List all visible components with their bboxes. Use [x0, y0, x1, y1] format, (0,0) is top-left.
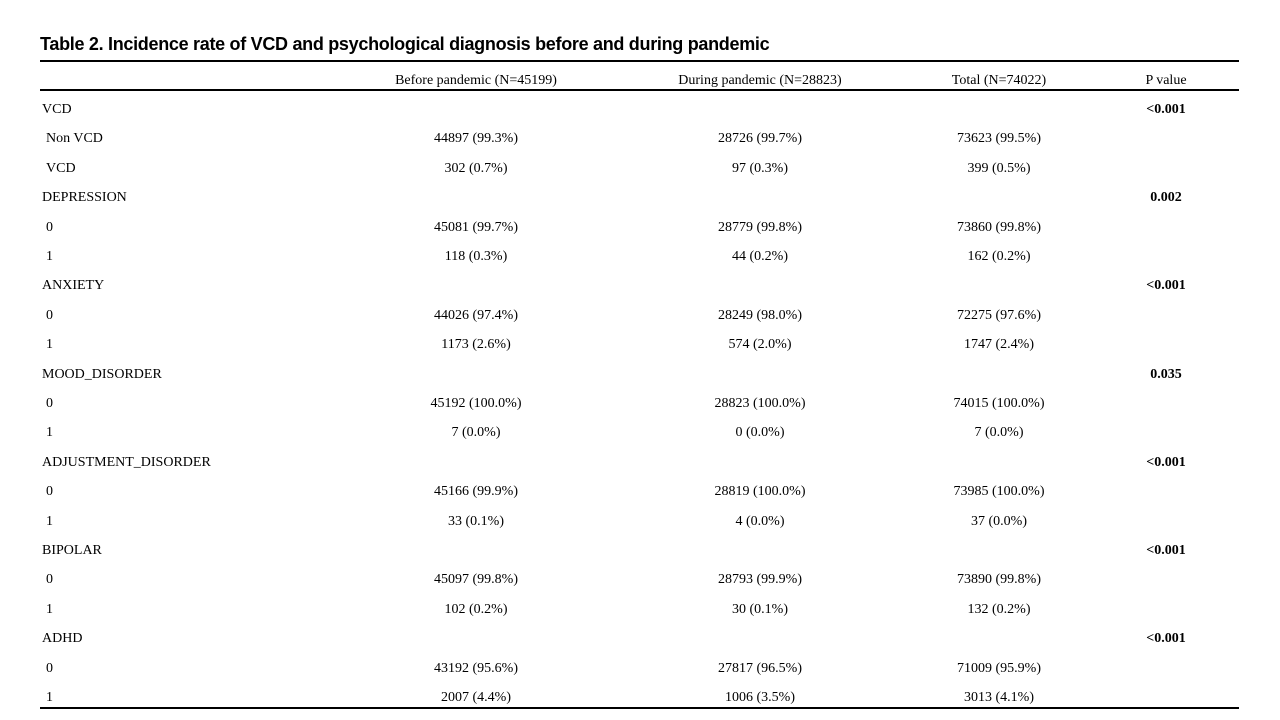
table-group-row — [40, 276, 1239, 296]
cell-total-value: 132 (0.2%) — [967, 602, 1031, 617]
cell-row-label: VCD — [42, 102, 72, 117]
cell-before-pandemic-value: 45081 (99.7%) — [434, 220, 518, 235]
cell-row-label: 0 — [46, 396, 53, 411]
table-row — [40, 394, 1239, 414]
cell-during-pandemic-value: 28249 (98.0%) — [718, 308, 802, 323]
cell-during-pandemic-value: 30 (0.1%) — [732, 602, 788, 617]
cell-before-pandemic-value: 1173 (2.6%) — [441, 337, 511, 352]
table-row — [40, 512, 1239, 532]
cell-p-value: 0.002 — [1150, 190, 1182, 205]
table-row — [40, 570, 1239, 590]
table-row — [40, 482, 1239, 502]
cell-total-value: 71009 (95.9%) — [957, 661, 1041, 676]
cell-during-pandemic-value: 574 (2.0%) — [728, 337, 792, 352]
cell-during-pandemic-value: 4 (0.0%) — [735, 514, 785, 529]
cell-p-value: 0.035 — [1150, 367, 1182, 382]
cell-total-value: 3013 (4.1%) — [964, 690, 1034, 705]
cell-row-label: 0 — [46, 484, 53, 499]
table-row — [40, 218, 1239, 238]
cell-row-label: 0 — [46, 661, 53, 676]
cell-total-value: 73890 (99.8%) — [957, 572, 1041, 587]
table-row — [40, 688, 1239, 708]
cell-row-label: 1 — [46, 514, 53, 529]
cell-row-label: 1 — [46, 249, 53, 264]
cell-p-value: <0.001 — [1146, 278, 1186, 293]
header-cell-p-value: P value — [1145, 73, 1187, 88]
cell-before-pandemic-value: 43192 (95.6%) — [434, 661, 518, 676]
cell-row-label: ADJUSTMENT_DISORDER — [42, 455, 211, 470]
cell-row-label: BIPOLAR — [42, 543, 102, 558]
cell-p-value: <0.001 — [1146, 631, 1186, 646]
table-group-row — [40, 365, 1239, 385]
table-top-rule — [40, 60, 1239, 62]
cell-during-pandemic-value: 0 (0.0%) — [735, 425, 785, 440]
cell-during-pandemic-value: 44 (0.2%) — [732, 249, 788, 264]
cell-before-pandemic-value: 118 (0.3%) — [444, 249, 508, 264]
cell-during-pandemic-value: 28819 (100.0%) — [714, 484, 806, 499]
cell-before-pandemic-value: 44026 (97.4%) — [434, 308, 518, 323]
table-row — [40, 659, 1239, 679]
cell-before-pandemic-value: 7 (0.0%) — [451, 425, 501, 440]
cell-p-value: <0.001 — [1146, 102, 1186, 117]
header-cell-before-pandemic: Before pandemic (N=45199) — [395, 73, 557, 88]
table-header-rule — [40, 89, 1239, 91]
cell-row-label: 0 — [46, 308, 53, 323]
cell-before-pandemic-value: 44897 (99.3%) — [434, 131, 518, 146]
cell-total-value: 73623 (99.5%) — [957, 131, 1041, 146]
cell-total-value: 1747 (2.4%) — [964, 337, 1034, 352]
cell-total-value: 72275 (97.6%) — [957, 308, 1041, 323]
cell-during-pandemic-value: 1006 (3.5%) — [725, 690, 795, 705]
table-row — [40, 306, 1239, 326]
table-row — [40, 159, 1239, 179]
cell-before-pandemic-value: 102 (0.2%) — [444, 602, 508, 617]
table-group-row — [40, 453, 1239, 473]
cell-total-value: 74015 (100.0%) — [953, 396, 1045, 411]
cell-row-label: 1 — [46, 690, 53, 705]
table-header-row — [40, 71, 1239, 91]
table-group-row — [40, 541, 1239, 561]
cell-row-label: MOOD_DISORDER — [42, 367, 162, 382]
table-title: Table 2. Incidence rate of VCD and psychological diagnosis before and during pandemic — [40, 34, 770, 54]
cell-during-pandemic-value: 97 (0.3%) — [732, 161, 788, 176]
cell-row-label: 1 — [46, 337, 53, 352]
cell-row-label: ANXIETY — [42, 278, 105, 293]
cell-before-pandemic-value: 33 (0.1%) — [448, 514, 504, 529]
cell-row-label: DEPRESSION — [42, 190, 127, 205]
cell-p-value: <0.001 — [1146, 455, 1186, 470]
table-bottom-rule — [40, 707, 1239, 709]
cell-total-value: 73860 (99.8%) — [957, 220, 1041, 235]
cell-total-value: 399 (0.5%) — [967, 161, 1031, 176]
cell-p-value: <0.001 — [1146, 543, 1186, 558]
table-row — [40, 423, 1239, 443]
table-row — [40, 129, 1239, 149]
cell-before-pandemic-value: 2007 (4.4%) — [441, 690, 511, 705]
cell-during-pandemic-value: 28823 (100.0%) — [714, 396, 806, 411]
cell-row-label: 1 — [46, 602, 53, 617]
cell-before-pandemic-value: 45192 (100.0%) — [430, 396, 522, 411]
cell-during-pandemic-value: 28779 (99.8%) — [718, 220, 802, 235]
table-group-row — [40, 629, 1239, 649]
cell-before-pandemic-value: 45097 (99.8%) — [434, 572, 518, 587]
cell-total-value: 7 (0.0%) — [974, 425, 1024, 440]
cell-before-pandemic-value: 45166 (99.9%) — [434, 484, 518, 499]
header-cell-total: Total (N=74022) — [951, 73, 1047, 88]
cell-total-value: 73985 (100.0%) — [953, 484, 1045, 499]
table-row — [40, 600, 1239, 620]
cell-row-label: 0 — [46, 220, 53, 235]
cell-row-label: 0 — [46, 572, 53, 587]
table-group-row — [40, 100, 1239, 120]
cell-total-value: 162 (0.2%) — [967, 249, 1031, 264]
table-row — [40, 335, 1239, 355]
cell-during-pandemic-value: 28726 (99.7%) — [718, 131, 802, 146]
cell-during-pandemic-value: 27817 (96.5%) — [718, 661, 802, 676]
cell-before-pandemic-value: 302 (0.7%) — [444, 161, 508, 176]
cell-during-pandemic-value: 28793 (99.9%) — [718, 572, 802, 587]
table-row — [40, 247, 1239, 267]
cell-row-label: 1 — [46, 425, 53, 440]
cell-total-value: 37 (0.0%) — [971, 514, 1027, 529]
cell-row-label: ADHD — [42, 631, 83, 646]
cell-row-label: VCD — [46, 161, 76, 176]
header-cell-during-pandemic: During pandemic (N=28823) — [678, 73, 842, 88]
table-group-row — [40, 188, 1239, 208]
cell-row-label: Non VCD — [46, 131, 103, 146]
